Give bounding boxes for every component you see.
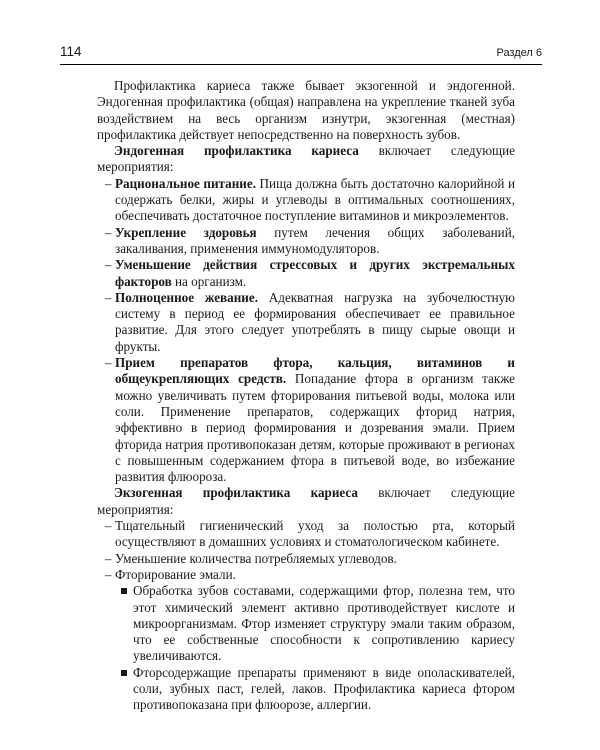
page-number: 114 [60, 44, 82, 59]
list-item: – Тщательный гигиенический уход за полостью рта, который осуществляют в домашних условиях и стоматологическом кабинете. [115, 518, 515, 551]
endogenous-heading: Эндогенная профилактика кариеса [114, 143, 359, 159]
endogenous-list [97, 176, 515, 486]
item-text: путем лечения общих заболеваний, закаливания, применения иммуномодуляторов. [115, 224, 516, 256]
item-bold: Укрепление здоровья [115, 224, 257, 240]
item-bold: Прием препаратов фтора, кальция, витаминов и общеукрепляющих средств. [115, 355, 515, 387]
endogenous-lead [97, 143, 515, 176]
list-item: – Уменьшение количества потребляемых углеводов. [115, 551, 515, 567]
list-item [115, 355, 515, 485]
section-title: Раздел 6 [496, 47, 542, 59]
item-text: Попадание фтора в организм также можно увеличивать путем фторирования питьевой воды, молока или соли. Применение препаратов, содержащих фторид натрия, эффективно в период формирования и дозревания эмали. Прием фторида натрия противопоказан детям, которые проживают в регионах с повышенным содержанием фтора в питьевой воде, во избежание развития флюороза. [115, 371, 515, 485]
list-item [115, 176, 515, 225]
exogenous-lead-rest: включает следующие мероприятия: [97, 485, 516, 517]
exogenous-lead [97, 485, 515, 518]
item-text: Пища должна быть достаточно калорийной и содержать белки, жиры и углеводы в оптимальных соотношениях, обеспечивать достаточное поступление витаминов и микроэлементов. [115, 175, 515, 224]
item-text: Адекватная нагрузка на зубочелюстную систему в период ее формирования обеспечивает ее правильное развитие. Для этого следует употреблять в пищу сырые овощи и фрукты. [115, 289, 515, 354]
item-bold: Уменьшение действия стрессовых и других экстремальных факторов [115, 257, 515, 289]
list-item [115, 257, 515, 290]
body-text [97, 78, 515, 714]
item-bold: Полноценное жевание. [115, 289, 258, 305]
list-item [115, 225, 515, 258]
sub-list-item: Обработка зубов составами, содержащими фтор, полезна тем, что этот химический элемент активно противодействует кислоте и микроорганизмам. Фтор изменяет структуру эмали таким образом, что ее собственные способности к сопротивлению кариесу увеличиваются. [133, 583, 515, 664]
running-header [60, 44, 542, 65]
item-text: на организм. [171, 273, 247, 289]
intro-paragraph: Профилактика кариеса также бывает экзогенной и эндогенной. Эндогенная профилактика (общая) направлена на укрепление тканей зуба воздействием на весь организм изнутри, экзогенная (местная) профилактика действует непосредственно на поверхность зубов. [97, 78, 515, 142]
sub-list-item: Фторсодержащие препараты применяют в виде ополаскивателей, соли, зубных паст, гелей, лаков. Профилактика кариеса фтором противопоказана при флюорозе, аллергии. [133, 664, 515, 713]
list-item [115, 290, 515, 355]
endogenous-lead-rest: включает следующие мероприятия: [97, 143, 515, 175]
exogenous-heading: Экзогенная профилактика кариеса [114, 485, 358, 501]
exogenous-list [97, 518, 515, 714]
item-text: Фторирование эмали. [115, 566, 236, 582]
item-bold: Рациональное питание. [115, 175, 256, 191]
fluoridation-sublist [115, 583, 515, 713]
list-item [115, 567, 515, 714]
